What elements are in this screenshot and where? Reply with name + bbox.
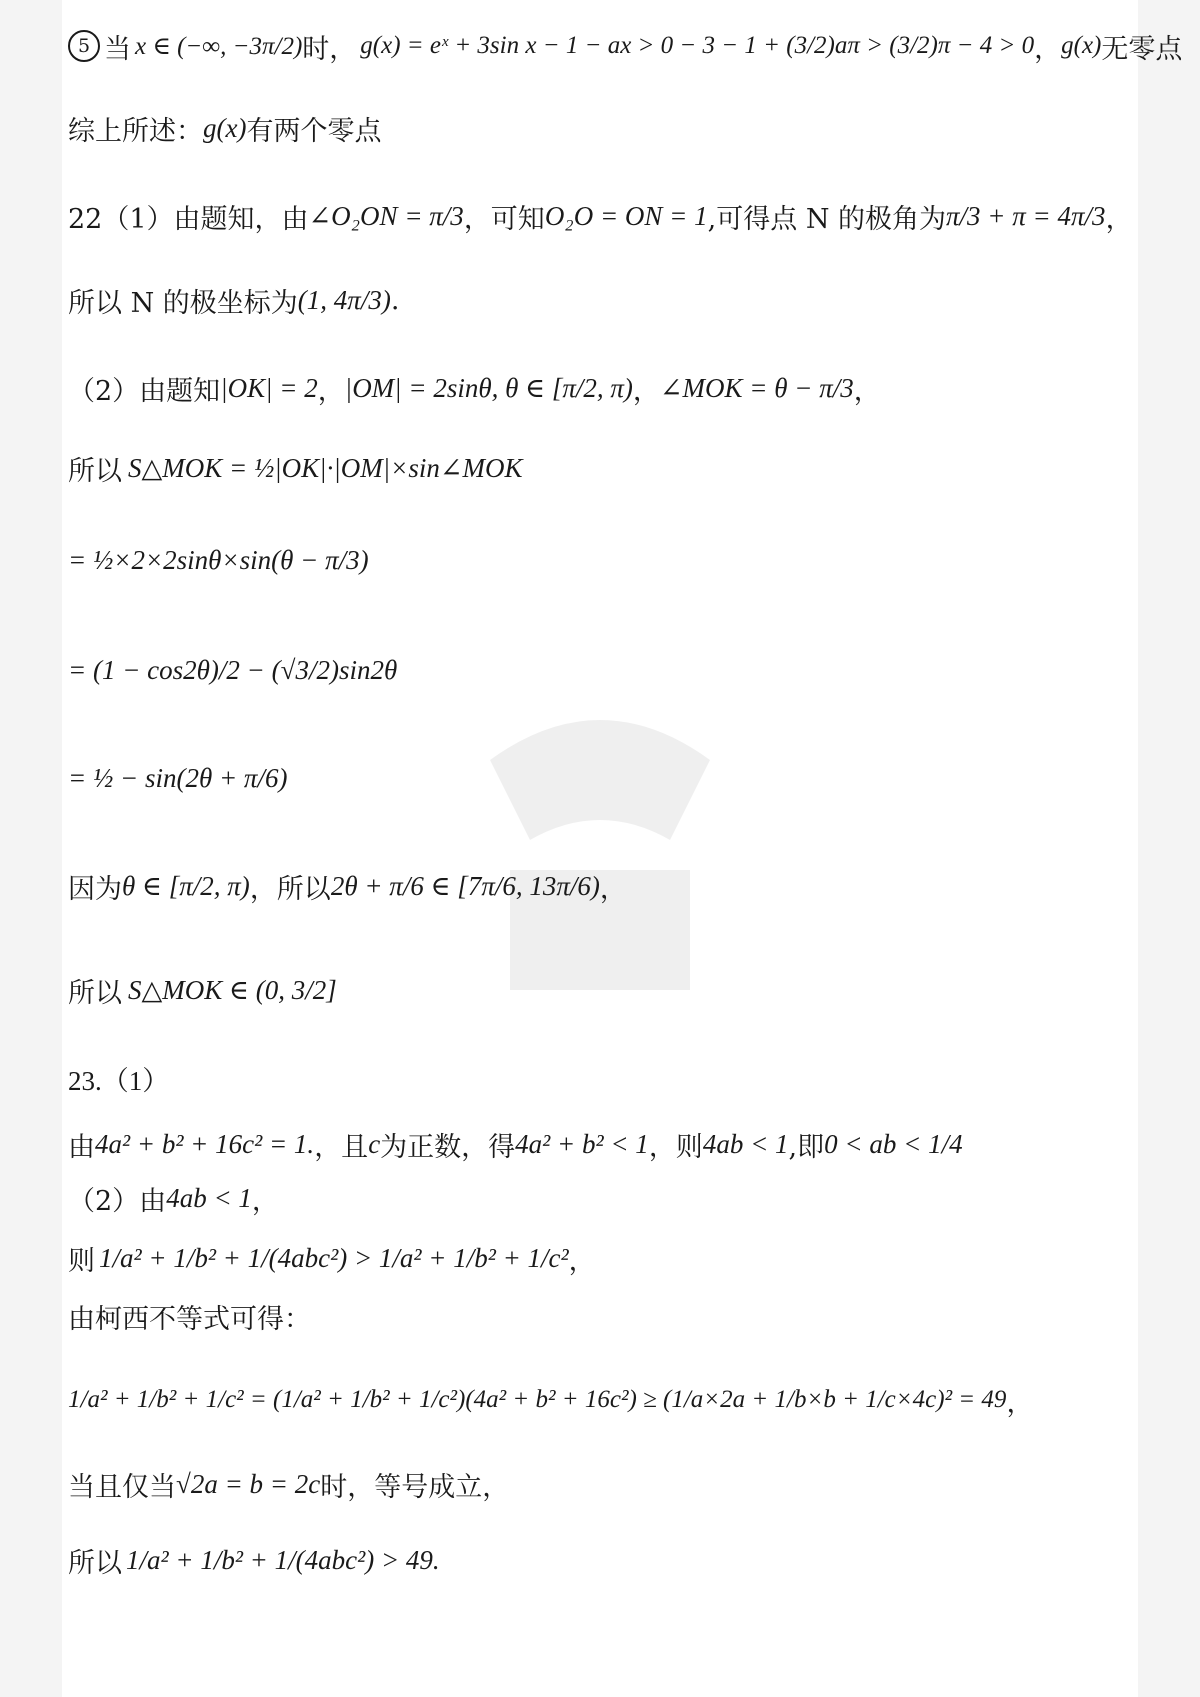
page-margin-left: [0, 0, 62, 1697]
q23-label: 23.（1）: [68, 1065, 170, 1096]
area-range-expr: S△MOK ∈ (0, 3/2]: [128, 974, 337, 1005]
q23-compare-line: [68, 1226, 596, 1290]
cauchy-expr-line: [68, 1360, 1033, 1440]
cauchy-text: 由柯西不等式可得：: [68, 1303, 311, 1335]
conclusion-expr: 1/a² + 1/b² + 1/(4abc²) > 49.: [126, 1544, 440, 1575]
text-t2: ，: [568, 1245, 596, 1277]
polar-angle-expr: π/3 + π = 4π/3: [946, 200, 1106, 231]
om-expr: |OM| = 2sinθ, θ ∈ [π/2, π): [344, 372, 633, 403]
q22-part2-line: [68, 356, 881, 420]
ineq-expr: 4a² + b² < 1: [515, 1128, 649, 1159]
text-t3: 为正数，得: [380, 1131, 516, 1163]
text-t2: ，: [251, 1185, 279, 1217]
text-t1: （2）由: [68, 1185, 167, 1217]
theta-range: θ ∈ [π/2, π): [122, 870, 250, 901]
polar-text: 所以 N 的极坐标为: [68, 287, 298, 319]
cauchy-expr: 1/a² + 1/b² + 1/c² = (1/a² + 1/b² + 1/c²)(4a² + b² + 16c²) ≥ (1/a×2a + 1/b×b + 1/c×4c)² = 49: [68, 1386, 1007, 1413]
text-t1: 则: [68, 1245, 95, 1277]
comma: ，: [1006, 1387, 1034, 1419]
text-t4: ，则: [648, 1131, 703, 1163]
compare-expr: 1/a² + 1/b² + 1/(4abc²) > 1/a² + 1/b² + 1/c²: [99, 1242, 569, 1273]
q23-part1-line: [68, 1112, 963, 1176]
ok-expr: |OK| = 2: [220, 372, 318, 403]
circled-number: 5: [68, 30, 100, 62]
text-t2: 时，等号成立，: [320, 1471, 510, 1503]
constraint-expr: 4a² + b² + 16c² = 1.: [95, 1128, 315, 1159]
area-expr-3: = (1 − cos2θ)/2 − (√3/2)sin2θ: [68, 654, 398, 685]
two-theta-range: 2θ + π/6 ∈ [7π/6, 13π/6): [330, 870, 600, 901]
equality-line: [68, 1462, 509, 1506]
area-line-1: [68, 436, 523, 500]
q22-2-label: （2）由题知: [68, 375, 221, 407]
watermark-logo: [470, 640, 730, 1020]
polar-coord-line: [68, 268, 399, 332]
text-d: ,可得点 N 的极角为: [707, 203, 947, 235]
so-text: 所以: [68, 977, 122, 1009]
case-5-line: [68, 14, 1182, 78]
area-line-3: [68, 630, 397, 710]
text-b: ，可知: [463, 203, 545, 235]
area-range-line: [68, 950, 337, 1030]
summary-gx: g(x): [203, 112, 247, 143]
equality-cond: √2a = b = 2c: [176, 1468, 321, 1499]
so-text: ，所以: [249, 873, 331, 905]
q23-part2-line: [68, 1176, 279, 1220]
text-f: ，: [1105, 203, 1133, 235]
theta-range-line: [68, 846, 627, 926]
area-expr-4: = ½ − sin(2θ + π/6): [68, 762, 288, 793]
comma: ，: [1034, 33, 1062, 65]
area-line-2: [68, 520, 369, 600]
text-t2: ，且: [314, 1131, 369, 1163]
text-f: ，: [853, 375, 881, 407]
g-expr: g(x) = eˣ + 3sin x − 1 − ax > 0 − 3 − 1 + (3/2)aπ > (3/2)π − 4 > 0: [360, 32, 1035, 59]
because-text: 因为: [68, 873, 122, 905]
text-prefix: 当: [104, 33, 131, 65]
conclusion-line: [68, 1528, 440, 1592]
ab-range: 0 < ab < 1/4: [824, 1128, 963, 1159]
area-line-4: [68, 738, 287, 818]
page-margin-right: [1138, 0, 1200, 1697]
text-t1: 当且仅当: [68, 1471, 176, 1503]
gx: g(x): [1061, 32, 1102, 59]
comma: ，: [599, 873, 627, 905]
area-text: 所以: [68, 455, 122, 487]
text-suffix: 无零点: [1101, 33, 1183, 65]
condition-expr: x ∈ (−∞, −3π/2): [135, 33, 303, 60]
summary-suffix: 有两个零点: [246, 115, 382, 147]
period: .: [390, 284, 400, 316]
summary-line: [68, 106, 381, 150]
text-time: 时，: [302, 33, 357, 65]
area-expr-2: = ½×2×2sinθ×sin(θ − π/3): [68, 544, 369, 575]
angle-expr: ∠O₂ON = π/3: [308, 200, 464, 231]
area-expr-1: S△MOK = ½|OK|·|OM|×sin∠MOK: [128, 452, 523, 483]
mok-angle-expr: ∠MOK = θ − π/3: [659, 372, 854, 403]
text-t1: 所以: [68, 1547, 122, 1579]
text-t5: ,即: [788, 1131, 825, 1163]
q22-label: 22（1）由题知，由: [68, 203, 309, 235]
ab-ineq-2: 4ab < 1: [166, 1182, 252, 1213]
polar-coord: (1, 4π/3): [297, 284, 391, 315]
ab-ineq: 4ab < 1: [702, 1128, 789, 1159]
length-expr: O₂O = ON = 1: [544, 200, 708, 231]
text-b: ，: [317, 375, 345, 407]
cauchy-text-line: [68, 1294, 311, 1338]
q22-part1-line: [68, 184, 1133, 248]
text-t1: 由: [68, 1131, 95, 1163]
q23-label-line: [68, 1056, 169, 1100]
c-var: c: [368, 1128, 381, 1159]
text-d: ，: [632, 375, 660, 407]
summary-prefix: 综上所述：: [68, 115, 203, 147]
